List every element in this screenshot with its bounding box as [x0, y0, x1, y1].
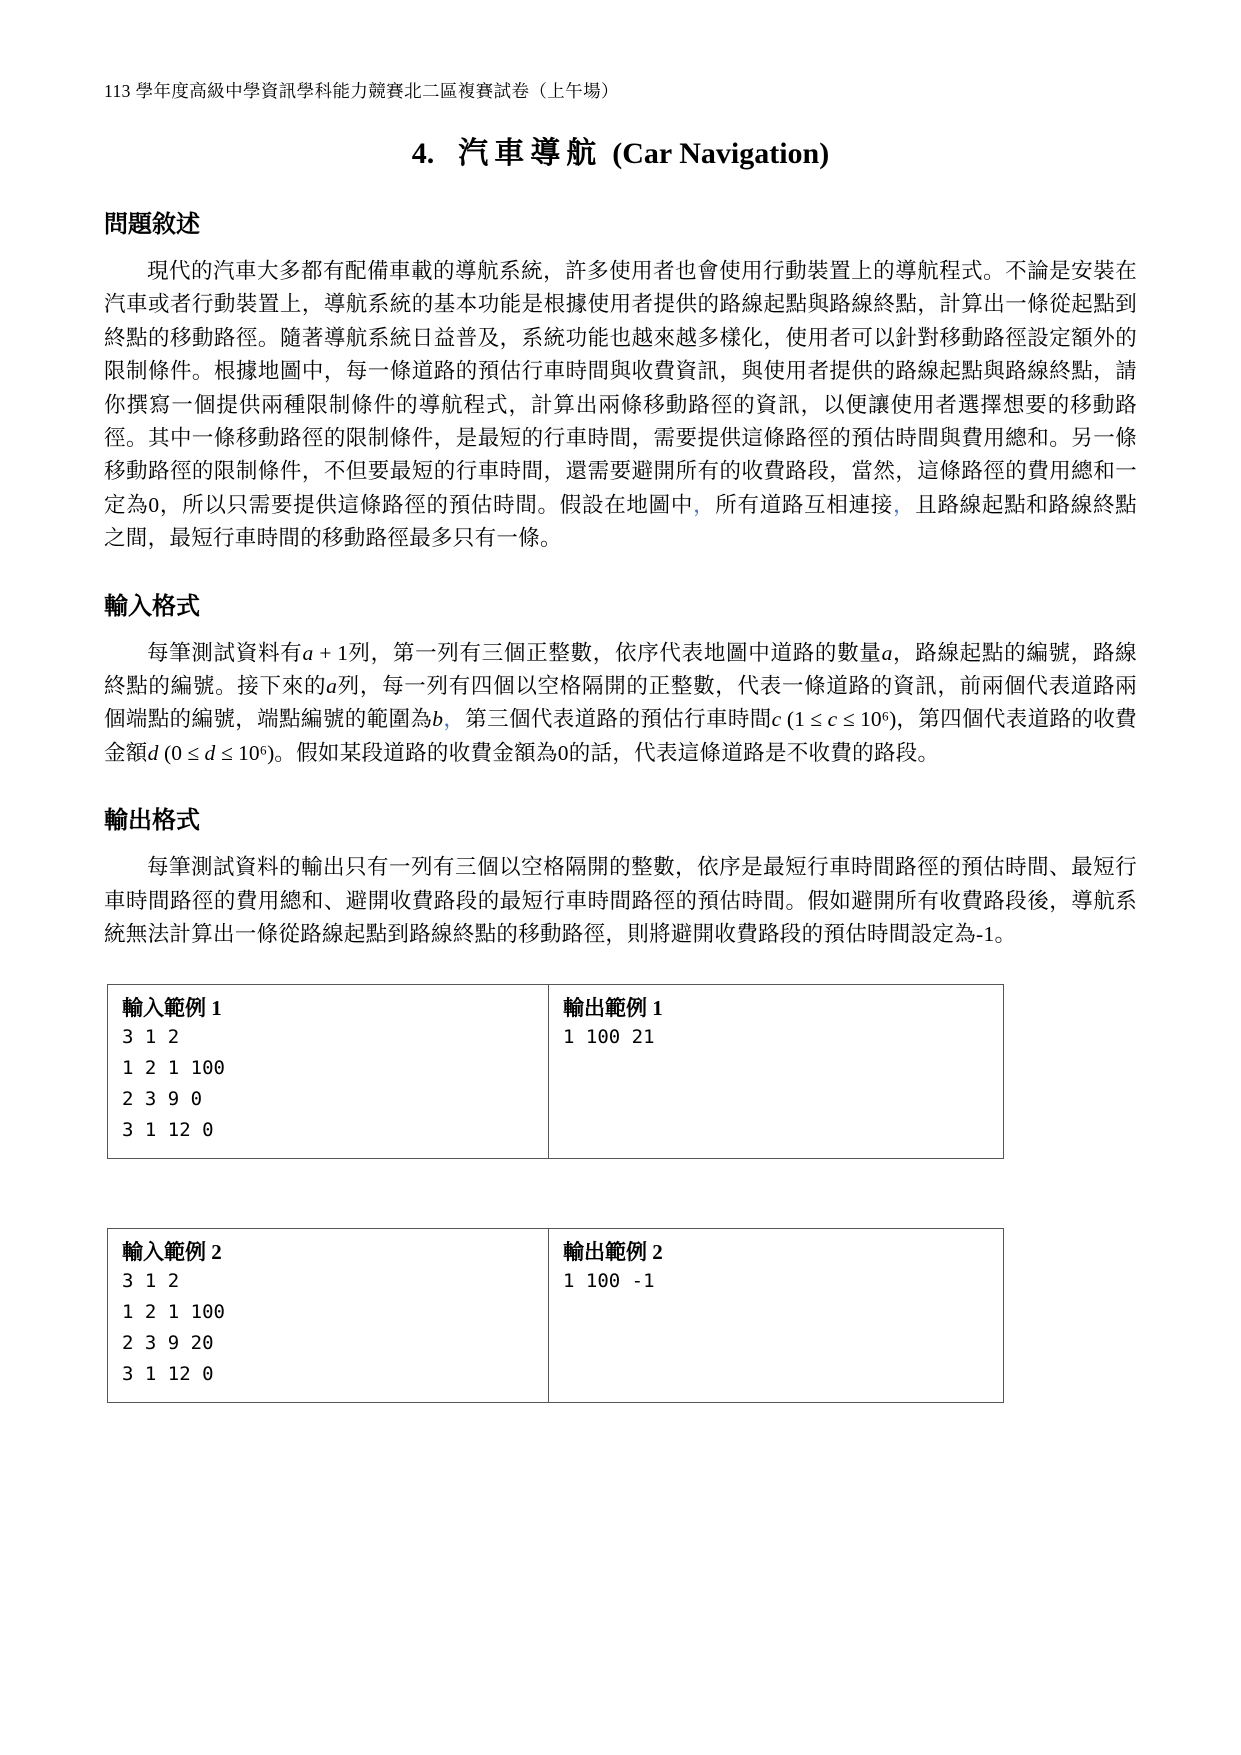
- example-2-input-label: 輸入範例 2: [122, 1239, 222, 1264]
- example-1-input-lines: 3 1 2 1 2 1 100 2 3 9 0 3 1 12 0: [122, 1025, 225, 1141]
- problem-paragraph: 現代的汽車大多都有配備車載的導航系統，許多使用者也會使用行動裝置上的導航程式。不論是安裝在汽車或者行動裝置上，導航系統的基本功能是根據使用者提供的路線起點與路線終點，計算出一條從起點到終點的移動路徑。隨著導航系統日益普及，系統功能也越來越多樣化，使用者可以針對移動路徑設定額外的限制條件。根據地圖中，每一條道路的預估行車時間與收費資訊，與使用者提供的路線起點與路線終點，請你撰寫一個提供兩種限制條件的導航程式，計算出兩條移動路徑的資訊，以便讓使用者選擇想要的移動路徑。其中一條移動路徑的限制條件，是最短的行車時間，需要提供這條路徑的預估時間與費用總和。另一條移動路徑的限制條件，不但要最短的行車時間，還需要避開所有的收費路段，當然，這條路徑的費用總和一定為0，所以只需要提供這條路徑的預估時間。假設在地圖中，所有道路互相連接，且路線起點和路線終點之間，最短行車時間的移動路徑最多只有一條。: [104, 259, 1137, 551]
- example-1-input-label: 輸入範例 1: [122, 995, 222, 1020]
- example-1-output-lines: 1 100 21: [563, 1025, 655, 1048]
- output-format-paragraph: 每筆測試資料的輸出只有一列有三個以空格隔開的整數，依序是最短行車時間路徑的預估時間、最短行車時間路徑的費用總和、避開收費路段的最短行車時間路徑的預估時間。假如避開所有收費路段後，導航系統無法計算出一條從路線起點到路線終點的移動路徑，則將避開收費路段的預估時間設定為-1。: [104, 855, 1137, 947]
- example-2-input-lines: 3 1 2 1 2 1 100 2 3 9 20 3 1 12 0: [122, 1269, 225, 1385]
- title-english: (Car Navigation): [612, 137, 830, 170]
- section-heading-problem: 問題敘述: [104, 212, 200, 238]
- example-table-2: [107, 1228, 1004, 1403]
- example-table-1: [107, 984, 1004, 1159]
- page-title: [104, 134, 1137, 174]
- input-format-paragraph: 每筆測試資料有a + 1列，第一列有三個正整數，依序代表地圖中道路的數量a，路線起點的編號，路線終點的編號。接下來的a列，每一列有四個以空格隔開的正整數，代表一條道路的資訊，前兩個代表道路兩個端點的編號，端點編號的範圍為b，第三個代表道路的預估行車時間c (1 ≤ c ≤ 10⁶)，第四個代表道路的收費金額d (0 ≤ d ≤ 10⁶)。假如某段道路的收費金額為0的話，代表這條道路是不收費的路段。: [104, 640, 1137, 765]
- section-problem-description: [104, 210, 1137, 556]
- example-1-output-cell: [549, 985, 1003, 1158]
- section-output-format: [104, 806, 1137, 951]
- example-1-output-label: 輸出範例 1: [563, 995, 663, 1020]
- example-2-output-label: 輸出範例 2: [563, 1239, 663, 1264]
- example-2-output-lines: 1 100 -1: [563, 1269, 655, 1292]
- example-2-input-cell: [108, 1229, 549, 1402]
- section-heading-input-format: 輸入格式: [104, 593, 200, 620]
- example-1-input-cell: [108, 985, 549, 1158]
- doc-header-text: 113 學年度高級中學資訊學科能力競賽北二區複賽試卷（上午場）: [104, 81, 619, 101]
- section-input-format: [104, 592, 1137, 771]
- example-2-output-cell: [549, 1229, 1003, 1402]
- title-chinese: 汽車導航: [458, 137, 603, 170]
- section-heading-output-format: 輸出格式: [104, 808, 200, 835]
- title-number: 4.: [411, 137, 435, 170]
